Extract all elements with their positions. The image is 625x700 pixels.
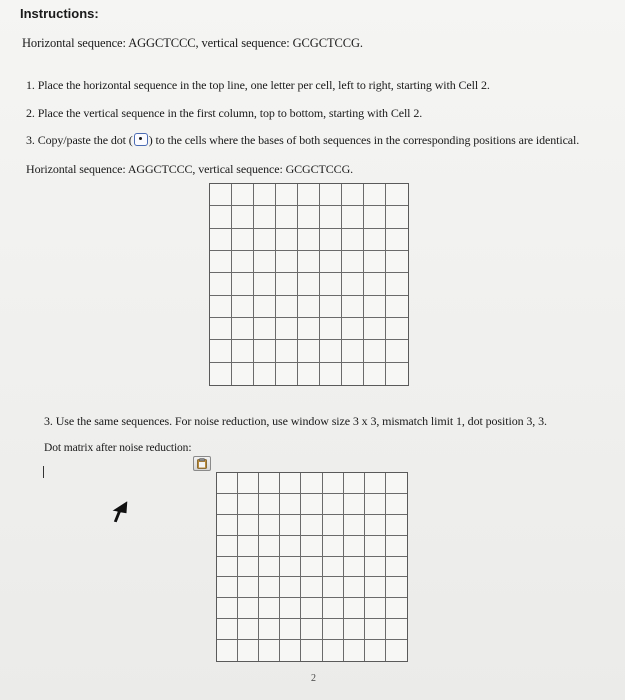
grid-cell[interactable] (276, 318, 298, 340)
grid-cell[interactable] (323, 619, 344, 640)
grid-cell[interactable] (364, 340, 386, 362)
grid-cell[interactable] (342, 184, 364, 206)
grid-cell[interactable] (344, 515, 365, 536)
grid-cell[interactable] (364, 184, 386, 206)
grid-cell[interactable] (238, 577, 259, 598)
grid-cell[interactable] (320, 184, 342, 206)
grid-cell[interactable] (365, 536, 386, 557)
grid-cell[interactable] (323, 598, 344, 619)
grid-cell[interactable] (210, 296, 232, 318)
grid-cell[interactable] (320, 273, 342, 295)
grid-cell[interactable] (365, 515, 386, 536)
grid-cell[interactable] (342, 363, 364, 385)
page-number: 2 (311, 673, 316, 684)
grid-cell[interactable] (386, 206, 408, 228)
grid-cell[interactable] (217, 473, 238, 494)
grid-cell[interactable] (320, 340, 342, 362)
step-3-text-before: 3. Copy/paste the dot ( (26, 133, 133, 147)
grid-cell[interactable] (386, 598, 407, 619)
grid-cell[interactable] (217, 515, 238, 536)
step-1-text: 1. Place the horizontal sequence in the top line, one letter per cell, left to right, starting with Cell 2. (26, 78, 490, 92)
grid-cell[interactable] (365, 640, 386, 661)
grid-cell[interactable] (342, 318, 364, 340)
grid-cell[interactable] (254, 318, 276, 340)
grid-cell[interactable] (210, 206, 232, 228)
grid-cell[interactable] (320, 318, 342, 340)
grid-cell[interactable] (342, 340, 364, 362)
grid-cell[interactable] (365, 598, 386, 619)
grid-cell[interactable] (276, 273, 298, 295)
grid-cell[interactable] (344, 577, 365, 598)
grid-cell[interactable] (276, 296, 298, 318)
grid-cell[interactable] (232, 251, 254, 273)
grid-cell[interactable] (298, 184, 320, 206)
grid-cell[interactable] (386, 515, 407, 536)
grid-cell[interactable] (364, 318, 386, 340)
grid-cell[interactable] (280, 515, 301, 536)
grid-cell[interactable] (254, 296, 276, 318)
grid-cell[interactable] (301, 473, 322, 494)
grid-cell[interactable] (364, 229, 386, 251)
grid-cell[interactable] (217, 598, 238, 619)
grid-cell[interactable] (259, 473, 280, 494)
grid-cell[interactable] (323, 557, 344, 578)
dot-icon[interactable] (134, 133, 148, 146)
grid-cell[interactable] (298, 340, 320, 362)
grid-cell[interactable] (386, 340, 408, 362)
grid-cell[interactable] (365, 619, 386, 640)
grid-cell[interactable] (386, 229, 408, 251)
grid-cell[interactable] (210, 251, 232, 273)
grid-cell[interactable] (217, 557, 238, 578)
grid-cell[interactable] (210, 184, 232, 206)
grid-cell[interactable] (280, 494, 301, 515)
grid-cell[interactable] (364, 251, 386, 273)
grid-cell[interactable] (365, 473, 386, 494)
grid-cell[interactable] (259, 577, 280, 598)
grid-cell[interactable] (259, 515, 280, 536)
grid-cell[interactable] (238, 515, 259, 536)
grid-cell[interactable] (365, 577, 386, 598)
grid-cell[interactable] (298, 296, 320, 318)
grid-cell[interactable] (210, 340, 232, 362)
grid-cell[interactable] (344, 536, 365, 557)
grid-cell[interactable] (217, 494, 238, 515)
grid-cell[interactable] (323, 494, 344, 515)
grid-cell[interactable] (254, 363, 276, 385)
sequence-description-repeat: Horizontal sequence: AGGCTCCC, vertical sequence: GCGCTCCG. (26, 162, 354, 176)
sequence-description: Horizontal sequence: AGGCTCCC, vertical sequence: GCGCTCCG. (22, 36, 363, 50)
grid-cell[interactable] (298, 206, 320, 228)
grid-cell[interactable] (320, 363, 342, 385)
grid-cell[interactable] (364, 206, 386, 228)
grid-cell[interactable] (280, 557, 301, 578)
grid-cell[interactable] (259, 557, 280, 578)
grid-cell[interactable] (259, 598, 280, 619)
grid-cell[interactable] (298, 363, 320, 385)
grid-cell[interactable] (276, 184, 298, 206)
grid-cell[interactable] (386, 184, 408, 206)
grid-cell[interactable] (323, 536, 344, 557)
grid-cell[interactable] (342, 229, 364, 251)
step-3-text-after: ) to the cells where the bases of both sequences in the corresponding positions are identical. (148, 133, 580, 147)
grid-cell[interactable] (280, 598, 301, 619)
grid-cell[interactable] (276, 340, 298, 362)
grid-cell[interactable] (364, 273, 386, 295)
grid-cell[interactable] (238, 494, 259, 515)
grid-cell[interactable] (238, 473, 259, 494)
grid-cell[interactable] (344, 494, 365, 515)
grid-cell[interactable] (210, 318, 232, 340)
grid-cell[interactable] (364, 363, 386, 385)
grid-cell[interactable] (320, 206, 342, 228)
grid-cell[interactable] (280, 473, 301, 494)
grid-cell[interactable] (301, 619, 322, 640)
grid-cell[interactable] (298, 273, 320, 295)
grid-cell[interactable] (301, 515, 322, 536)
grid-cell[interactable] (210, 273, 232, 295)
grid-cell[interactable] (238, 557, 259, 578)
grid-cell[interactable] (365, 494, 386, 515)
noise-reduced-dot-matrix-grid[interactable] (216, 472, 408, 662)
grid-cell[interactable] (259, 640, 280, 661)
grid-cell[interactable] (386, 363, 408, 385)
grid-cell[interactable] (280, 640, 301, 661)
grid-cell[interactable] (238, 536, 259, 557)
grid-cell[interactable] (342, 273, 364, 295)
grid-cell[interactable] (344, 473, 365, 494)
grid-cell[interactable] (259, 619, 280, 640)
grid-cell[interactable] (259, 536, 280, 557)
grid-cell[interactable] (210, 229, 232, 251)
grid-cell[interactable] (238, 619, 259, 640)
grid-cell[interactable] (276, 363, 298, 385)
grid-cell[interactable] (238, 598, 259, 619)
grid-cell[interactable] (365, 557, 386, 578)
grid-cell[interactable] (342, 296, 364, 318)
text-cursor (43, 466, 44, 478)
grid-cell[interactable] (232, 318, 254, 340)
grid-cell[interactable] (364, 296, 386, 318)
grid-cell[interactable] (386, 619, 407, 640)
grid-cell[interactable] (298, 229, 320, 251)
grid-cell[interactable] (217, 640, 238, 661)
grid-cell[interactable] (320, 251, 342, 273)
dot-matrix-grid[interactable] (209, 183, 409, 386)
grid-cell[interactable] (232, 229, 254, 251)
grid-cell[interactable] (386, 640, 407, 661)
grid-cell[interactable] (232, 273, 254, 295)
grid-cell[interactable] (301, 640, 322, 661)
grid-cell[interactable] (342, 206, 364, 228)
grid-cell[interactable] (344, 619, 365, 640)
grid-cell[interactable] (320, 296, 342, 318)
grid-cell[interactable] (254, 206, 276, 228)
grid-cell[interactable] (254, 273, 276, 295)
grid-cell[interactable] (342, 251, 364, 273)
grid-cell[interactable] (344, 598, 365, 619)
grid-cell[interactable] (232, 340, 254, 362)
grid-cell[interactable] (276, 229, 298, 251)
grid-cell[interactable] (386, 273, 408, 295)
grid-cell[interactable] (344, 640, 365, 661)
grid-cell[interactable] (386, 318, 408, 340)
grid-cell[interactable] (217, 536, 238, 557)
grid-cell[interactable] (232, 296, 254, 318)
grid-cell[interactable] (232, 184, 254, 206)
grid-cell[interactable] (259, 494, 280, 515)
grid-cell[interactable] (232, 363, 254, 385)
grid-cell[interactable] (301, 494, 322, 515)
grid-cell[interactable] (276, 206, 298, 228)
grid-cell[interactable] (323, 515, 344, 536)
grid-cell[interactable] (301, 577, 322, 598)
dot-matrix-label: Dot matrix after noise reduction: (44, 442, 192, 454)
clipboard-icon (197, 458, 207, 469)
grid-cell[interactable] (298, 251, 320, 273)
grid-cell[interactable] (344, 557, 365, 578)
grid-cell[interactable] (254, 251, 276, 273)
grid-cell[interactable] (323, 640, 344, 661)
grid-cell[interactable] (301, 536, 322, 557)
paste-button[interactable] (193, 456, 211, 471)
grid-cell[interactable] (386, 536, 407, 557)
noise-reduction-step-text: 3. Use the same sequences. For noise reduction, use window size 3 x 3, mismatch limit 1, dot position 3, 3. (44, 414, 547, 428)
grid-cell[interactable] (323, 473, 344, 494)
grid-cell[interactable] (232, 206, 254, 228)
grid-cell[interactable] (210, 363, 232, 385)
grid-cell[interactable] (323, 577, 344, 598)
grid-cell[interactable] (217, 577, 238, 598)
grid-cell[interactable] (254, 340, 276, 362)
grid-cell[interactable] (217, 619, 238, 640)
grid-cell[interactable] (386, 494, 407, 515)
grid-cell[interactable] (301, 557, 322, 578)
grid-cell[interactable] (386, 251, 408, 273)
grid-cell[interactable] (301, 598, 322, 619)
grid-cell[interactable] (254, 184, 276, 206)
instructions-heading: Instructions: (20, 6, 99, 21)
mouse-pointer-icon (108, 498, 130, 524)
grid-cell[interactable] (280, 619, 301, 640)
step-2-text: 2. Place the vertical sequence in the first column, top to bottom, starting with Cell 2. (26, 106, 423, 120)
grid-cell[interactable] (254, 229, 276, 251)
grid-cell[interactable] (280, 577, 301, 598)
step-3-text (26, 133, 579, 148)
grid-cell[interactable] (298, 318, 320, 340)
grid-cell[interactable] (386, 473, 407, 494)
grid-cell[interactable] (320, 229, 342, 251)
grid-cell[interactable] (280, 536, 301, 557)
grid-cell[interactable] (386, 557, 407, 578)
grid-cell[interactable] (276, 251, 298, 273)
grid-cell[interactable] (238, 640, 259, 661)
grid-cell[interactable] (386, 577, 407, 598)
grid-cell[interactable] (386, 296, 408, 318)
